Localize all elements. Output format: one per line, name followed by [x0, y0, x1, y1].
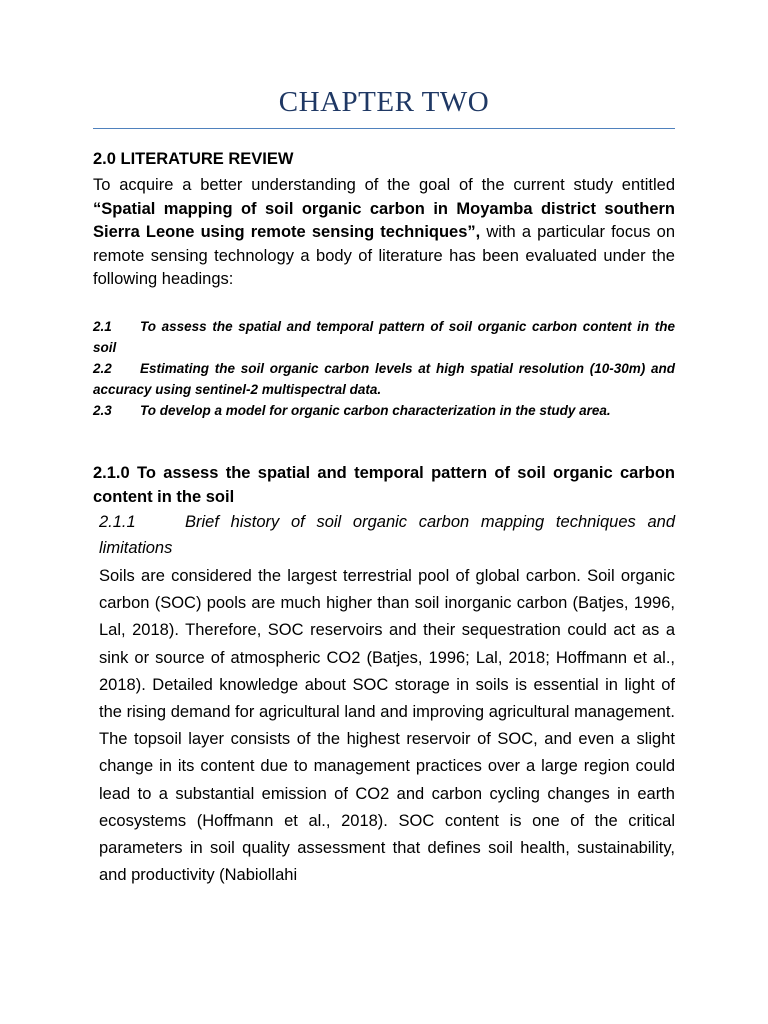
- subsection-heading: 2.1.0 To assess the spatial and temporal pattern of soil organic carbon content in the soil: [93, 464, 675, 506]
- intro-text-end: with a particular focus on remote sensing technology a body of literature has been evaluated under the following headings:: [93, 223, 675, 288]
- chapter-title: CHAPTER TWO: [278, 86, 490, 118]
- objective-item: [93, 316, 675, 358]
- objective-number: 2.2: [93, 361, 112, 376]
- title-divider: [93, 128, 675, 129]
- intro-text-start: To acquire a better understanding of the goal of the current study entitled: [93, 176, 675, 194]
- subsubsection-heading: [99, 509, 675, 561]
- objective-number: 2.3: [93, 403, 112, 418]
- subsubsection-title: Brief history of soil organic carbon mapping techniques and limitations: [99, 513, 675, 557]
- study-title: “Spatial mapping of soil organic carbon in Moyamba district southern Sierra Leone using remote sensing techniques”,: [93, 199, 675, 241]
- subsubsection-number: 2.1.1: [99, 513, 136, 531]
- objective-number: 2.1: [93, 319, 112, 334]
- intro-paragraph: [93, 174, 675, 292]
- objective-item: [93, 400, 675, 421]
- objective-item: [93, 358, 675, 400]
- objective-text: To assess the spatial and temporal pattern of soil organic carbon content in the soil: [93, 319, 675, 355]
- section-heading: 2.0 LITERATURE REVIEW: [93, 150, 294, 168]
- objective-text: Estimating the soil organic carbon levels at high spatial resolution (10-30m) and accuracy using sentinel-2 multispectral data.: [93, 361, 675, 397]
- body-paragraph: Soils are considered the largest terrestrial pool of global carbon. Soil organic carbon (SOC) pools are much higher than soil inorganic carbon (Batjes, 1996, Lal, 2018). Therefore, SOC reservoirs and their sequestration could act as a sink or source of atmospheric CO2 (Batjes, 1996; Lal, 2018; Hoffmann et al., 2018). Detailed knowledge about SOC storage in soils is essential in light of the rising demand for agricultural land and improving agricultural management. The topsoil layer consists of the highest reservoir of SOC, and even a slight change in its content due to management practices over a large region could lead to a substantial emission of CO2 and carbon cycling changes in earth ecosystems (Hoffmann et al., 2018). SOC content is one of the critical parameters in soil quality assessment that defines soil health, sustainability, and productivity (Nabiollahi: [99, 567, 675, 885]
- objective-text: To develop a model for organic carbon characterization in the study area.: [140, 403, 611, 418]
